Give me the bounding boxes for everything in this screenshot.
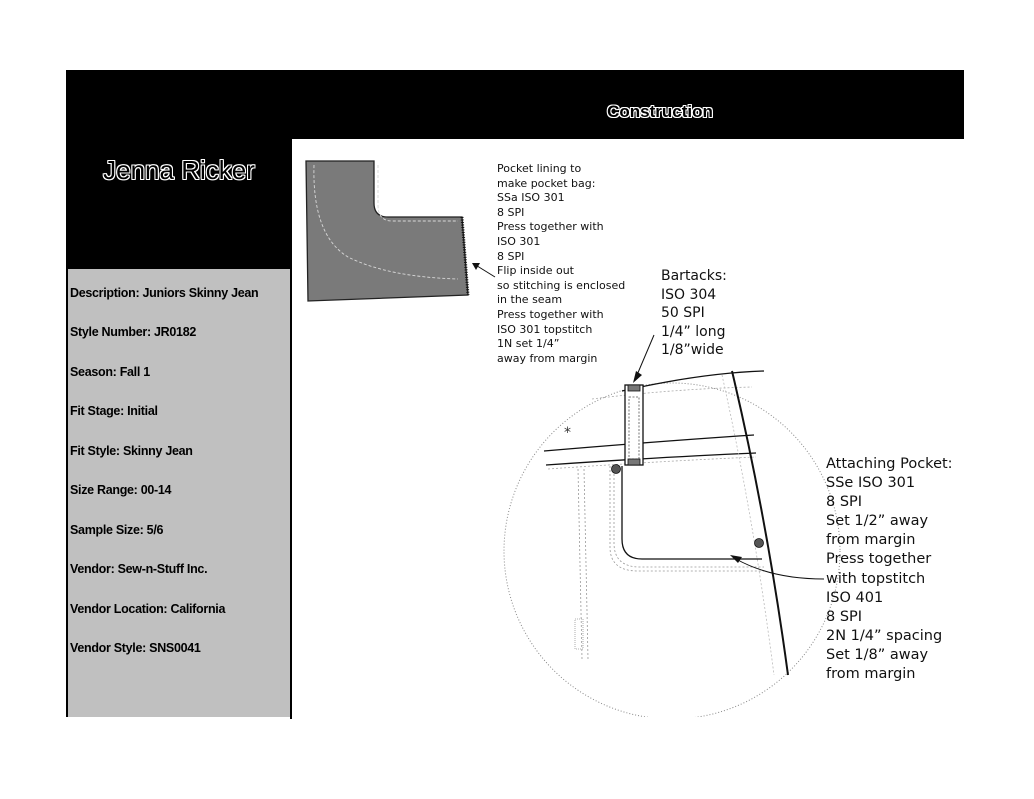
note-line: 50 SPI bbox=[661, 305, 705, 322]
info-style-number: Style Number: JR0182 bbox=[70, 325, 197, 339]
note-line: Flip inside out bbox=[497, 264, 574, 278]
note-line: Press together bbox=[826, 551, 932, 568]
note-line: Attaching Pocket: bbox=[826, 456, 953, 472]
note-line: Press together with bbox=[497, 220, 604, 234]
note-line: Set 1/2” away bbox=[826, 513, 929, 530]
note-line: from margin bbox=[826, 666, 916, 683]
attaching-pocket-note bbox=[826, 455, 953, 684]
header-bar bbox=[68, 72, 962, 139]
designer-block bbox=[68, 139, 290, 269]
note-line: 1/4” long bbox=[661, 323, 726, 340]
note-line: ISO 301 topstitch bbox=[497, 322, 593, 336]
note-line: 1N set 1/4” bbox=[497, 337, 560, 351]
info-season: Season: Fall 1 bbox=[70, 365, 150, 379]
bartacks-note bbox=[661, 267, 727, 360]
info-size-range: Size Range: 00-14 bbox=[70, 483, 172, 497]
info-fit-style: Fit Style: Skinny Jean bbox=[70, 444, 193, 458]
note-line: Pocket lining to bbox=[497, 162, 582, 175]
page-title: Construction bbox=[607, 102, 713, 121]
note-line: SSe ISO 301 bbox=[826, 475, 916, 492]
pocket-lining-sketch bbox=[306, 161, 468, 301]
note-line: in the seam bbox=[497, 293, 563, 307]
note-line: with topstitch bbox=[826, 570, 926, 587]
info-vendor-style: Vendor Style: SNS0041 bbox=[70, 641, 201, 655]
info-vendor-location: Vendor Location: California bbox=[70, 602, 226, 616]
note-line: from margin bbox=[826, 532, 916, 549]
note-line: 8 SPI bbox=[497, 249, 525, 263]
note-line: Press together with bbox=[497, 307, 604, 321]
info-fit-stage: Fit Stage: Initial bbox=[70, 404, 158, 418]
svg-text:*: * bbox=[564, 425, 571, 441]
note-line: 8 SPI bbox=[826, 494, 863, 511]
spec-sheet bbox=[66, 70, 964, 717]
note-line: ISO 301 bbox=[497, 234, 541, 248]
pocket-callout-arrow bbox=[736, 559, 824, 579]
pocket-lining-note bbox=[497, 162, 625, 366]
info-vendor: Vendor: Sew-n-Stuff Inc. bbox=[70, 562, 208, 576]
bartack-callout-arrow bbox=[637, 335, 654, 375]
jean-detail-circle bbox=[504, 371, 840, 717]
note-line: Bartacks: bbox=[661, 268, 727, 284]
note-line: 2N 1/4” spacing bbox=[826, 627, 943, 644]
note-line: Set 1/8” away bbox=[826, 646, 929, 663]
note-line: away from margin bbox=[497, 351, 598, 365]
note-line: 8 SPI bbox=[497, 205, 525, 219]
note-line: so stitching is enclosed bbox=[497, 278, 626, 292]
info-sample-size: Sample Size: 5/6 bbox=[70, 523, 164, 537]
note-line: make pocket bag: bbox=[497, 176, 596, 190]
style-info-panel bbox=[68, 269, 290, 717]
designer-name: Jenna Ricker bbox=[103, 155, 255, 185]
note-line: 1/8”wide bbox=[661, 342, 724, 359]
note-line: 8 SPI bbox=[826, 608, 863, 625]
info-description: Description: Juniors Skinny Jean bbox=[70, 286, 259, 300]
construction-illustration-area bbox=[292, 139, 964, 717]
note-line: ISO 401 bbox=[826, 589, 884, 606]
note-line: SSa ISO 301 bbox=[497, 191, 565, 205]
note-line: ISO 304 bbox=[661, 286, 717, 303]
